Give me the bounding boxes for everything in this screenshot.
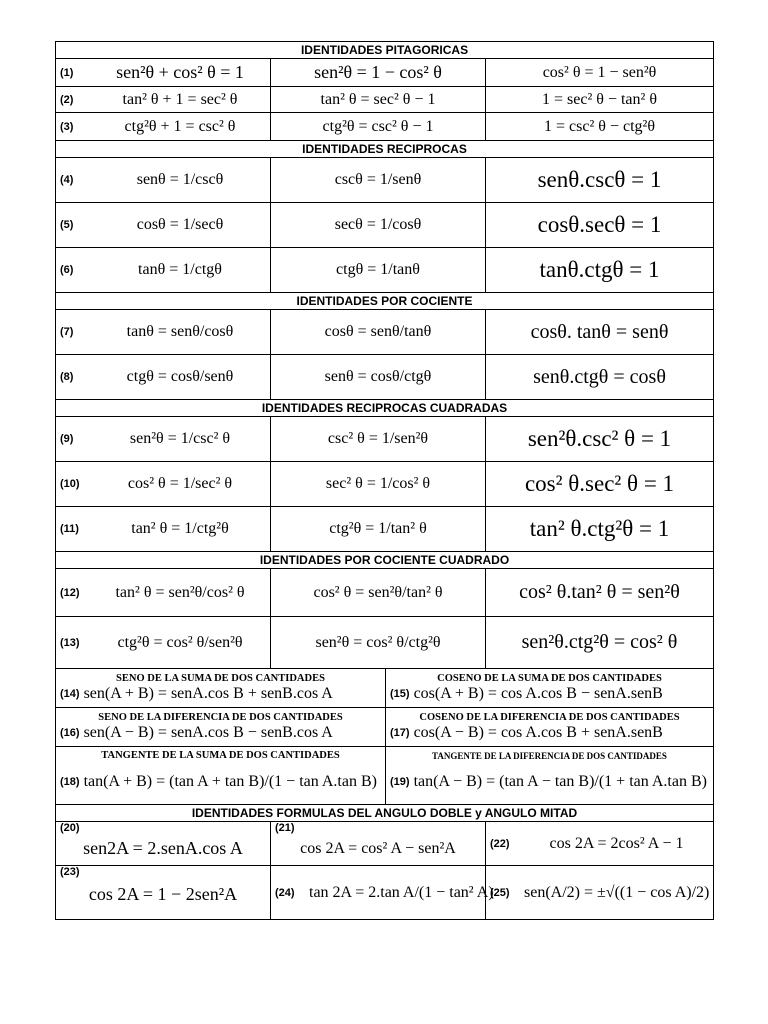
identity-number: (12) <box>60 586 80 599</box>
identity-number: (17) <box>390 727 410 739</box>
identity-cell <box>271 248 486 293</box>
identity-cell <box>56 158 271 203</box>
identity-number: (10) <box>60 478 80 490</box>
identity-formula: tanθ.ctgθ = 1 <box>539 257 660 282</box>
identity-formula: sen2A = 2.senA.cos A <box>83 838 243 858</box>
identity-number: (21) <box>275 822 295 834</box>
identity-number: (15) <box>390 688 410 700</box>
identity-cell <box>56 248 271 293</box>
sum-title: SENO DE LA SUMA DE DOS CANTIDADES <box>116 673 325 684</box>
identity-formula: ctg²θ = 1/tan² θ <box>329 520 427 537</box>
identity-cell <box>271 569 486 617</box>
identity-formula: sen²θ.ctg²θ = cos² θ <box>521 631 678 653</box>
identity-formula: cos 2A = 1 − 2sen²A <box>88 884 238 904</box>
identity-cell <box>486 507 714 552</box>
identity-cell <box>271 866 494 920</box>
identity-formula: cos(A − B) = cos A.cos B + senA.senB <box>413 724 663 741</box>
identity-formula: tan² θ = 1/ctg²θ <box>131 520 229 537</box>
identity-formula: sen²θ = 1 − cos² θ <box>314 62 442 82</box>
sum-difference-table <box>55 668 714 805</box>
identity-number: (7) <box>60 326 74 338</box>
identity-number: (3) <box>60 120 74 133</box>
identity-formula: cos² θ.tan² θ = sen²θ <box>519 581 680 603</box>
identity-cell <box>486 248 714 293</box>
section-header-pitagoricas: IDENTIDADES PITAGORICAS <box>56 42 714 59</box>
identity-formula: sen²θ + cos² θ = 1 <box>116 62 244 82</box>
identity-formula: ctgθ = 1/tanθ <box>336 261 420 278</box>
identity-cell <box>271 310 486 355</box>
identity-cell <box>486 59 714 87</box>
sum-title: SENO DE LA DIFERENCIA DE DOS CANTIDADES <box>98 712 343 723</box>
identity-cell <box>486 866 714 920</box>
identity-cell <box>56 113 271 141</box>
sum-cell <box>56 747 386 805</box>
identity-formula: cosθ = senθ/tanθ <box>324 323 432 340</box>
identity-number: (9) <box>60 433 74 445</box>
identity-cell <box>56 569 271 617</box>
identity-number: (2) <box>60 93 74 106</box>
section-header-cociente-cuadrado: IDENTIDADES POR COCIENTE CUADRADO <box>56 552 714 569</box>
sum-title: TANGENTE DE LA DIFERENCIA DE DOS CANTIDADES <box>432 750 667 761</box>
identity-cell <box>271 822 486 866</box>
identity-formula: cos 2A = 2cos² A − 1 <box>549 834 684 852</box>
identity-formula: ctg²θ = cos² θ/sen²θ <box>117 633 243 651</box>
sum-cell <box>56 669 386 708</box>
sum-title: TANGENTE DE LA SUMA DE DOS CANTIDADES <box>101 749 340 761</box>
identity-number: (23) <box>60 866 80 878</box>
identity-cell <box>271 462 486 507</box>
identity-cell <box>56 507 271 552</box>
identity-number: (1) <box>60 66 74 79</box>
identity-cell <box>486 569 714 617</box>
identity-cell <box>271 158 486 203</box>
identity-number: (6) <box>60 264 74 276</box>
identity-number: (4) <box>60 174 74 186</box>
identities-sheet <box>55 41 713 920</box>
identity-cell <box>56 203 271 248</box>
identity-number: (20) <box>60 822 80 834</box>
identity-number: (22) <box>490 837 510 850</box>
identity-cell <box>486 462 714 507</box>
identity-formula: cos² θ = 1/sec² θ <box>127 475 233 492</box>
identity-cell <box>486 822 714 866</box>
identity-number: (13) <box>60 636 80 649</box>
double-angle-table <box>55 804 714 920</box>
sum-cell <box>386 747 714 805</box>
sum-cell <box>56 708 386 747</box>
identity-number: (8) <box>60 371 74 383</box>
identity-formula: cosθ.secθ = 1 <box>537 212 662 237</box>
identity-formula: sen(A + B) = senA.cos B + senB.cos A <box>83 685 333 702</box>
identity-number: (18) <box>60 775 80 788</box>
sum-cell <box>386 669 714 708</box>
identity-number: (5) <box>60 219 74 231</box>
identity-cell <box>486 310 714 355</box>
identity-formula: cscθ = 1/senθ <box>334 171 422 188</box>
identity-formula: tan² θ.ctg²θ = 1 <box>529 516 670 541</box>
identity-number: (11) <box>60 523 79 535</box>
section-header-cociente: IDENTIDADES POR COCIENTE <box>56 293 714 310</box>
identity-cell <box>271 59 486 87</box>
sum-cell <box>386 708 714 747</box>
identity-cell <box>271 617 486 669</box>
identity-formula: senθ = cosθ/ctgθ <box>324 368 432 385</box>
identity-formula: sen²θ = cos² θ/ctg²θ <box>315 633 441 651</box>
identity-formula: cos² θ = sen²θ/tan² θ <box>313 583 443 601</box>
sum-title: COSENO DE LA DIFERENCIA DE DOS CANTIDADES <box>419 712 680 723</box>
identity-formula: senθ.cscθ = 1 <box>537 167 662 192</box>
identity-cell <box>56 822 271 866</box>
identity-formula: cosθ. tanθ = senθ <box>530 320 669 343</box>
identity-formula: cos² θ = 1 − sen²θ <box>542 63 657 81</box>
identity-cell <box>486 417 714 462</box>
section-header-reciprocas-cuadradas: IDENTIDADES RECIPROCAS CUADRADAS <box>56 400 714 417</box>
identity-formula: cosθ = 1/secθ <box>136 216 224 233</box>
identity-formula: sen²θ = 1/csc² θ <box>129 430 231 447</box>
identity-cell <box>486 87 714 113</box>
identity-formula: sen(A/2) = ±√((1 − cos A)/2) <box>524 883 710 901</box>
identity-formula: tan² θ = sen²θ/cos² θ <box>115 583 245 601</box>
identity-cell <box>56 866 271 920</box>
identity-formula: cos 2A = cos² A − sen²A <box>300 840 456 857</box>
identity-formula: cos(A + B) = cos A.cos B − senA.senB <box>413 685 663 702</box>
identity-formula: tan 2A = 2.tan A/(1 − tan² A) <box>309 883 494 901</box>
identity-formula: 1 = sec² θ − tan² θ <box>542 90 657 108</box>
identity-cell <box>486 617 714 669</box>
identity-cell <box>486 355 714 400</box>
identity-formula: csc² θ = 1/sen²θ <box>327 430 429 447</box>
identity-cell <box>56 355 271 400</box>
identity-formula: secθ = 1/cosθ <box>334 216 422 233</box>
identity-number: (19) <box>390 775 410 788</box>
identity-formula: tan² θ + 1 = sec² θ <box>122 90 238 108</box>
identity-formula: 1 = csc² θ − ctg²θ <box>544 117 655 135</box>
identity-cell <box>486 113 714 141</box>
identity-cell <box>271 87 486 113</box>
section-header-angulo: IDENTIDADES FORMULAS DEL ANGULO DOBLE y ANGULO MITAD <box>56 805 714 822</box>
identity-formula: tanθ = 1/ctgθ <box>138 261 222 278</box>
identity-formula: senθ = 1/cscθ <box>136 171 224 188</box>
identity-number: (24) <box>275 886 295 899</box>
identity-formula: senθ.ctgθ = cosθ <box>533 365 666 388</box>
identity-cell <box>56 417 271 462</box>
identity-cell <box>56 87 271 113</box>
identity-formula: ctgθ = cosθ/senθ <box>126 368 234 385</box>
identity-formula: sec² θ = 1/cos² θ <box>325 475 431 492</box>
identity-number: (14) <box>60 688 80 700</box>
identities-table <box>55 41 714 669</box>
identity-formula: ctg²θ = csc² θ − 1 <box>322 117 434 135</box>
identity-cell <box>486 158 714 203</box>
identity-formula: ctg²θ + 1 = csc² θ <box>124 117 236 135</box>
identity-cell <box>56 462 271 507</box>
identity-number: (25) <box>490 886 510 899</box>
identity-cell <box>271 203 486 248</box>
identity-formula: sen(A − B) = senA.cos B − senB.cos A <box>83 724 333 741</box>
identity-cell <box>271 113 486 141</box>
identity-cell <box>56 310 271 355</box>
identity-cell <box>271 507 486 552</box>
identity-formula: tan² θ = sec² θ − 1 <box>320 90 436 108</box>
identity-formula: cos² θ.sec² θ = 1 <box>524 471 675 496</box>
identity-formula: tan(A − B) = (tan A − tan B)/(1 + tan A.tan B) <box>413 772 707 790</box>
identity-cell <box>271 417 486 462</box>
section-header-reciprocas: IDENTIDADES RECIPROCAS <box>56 141 714 158</box>
identity-cell <box>486 203 714 248</box>
identity-number: (16) <box>60 727 80 739</box>
identity-cell <box>56 59 271 87</box>
identity-cell <box>56 617 271 669</box>
identity-formula: sen²θ.csc² θ = 1 <box>527 426 672 451</box>
identity-formula: tanθ = senθ/cosθ <box>126 323 234 340</box>
sum-title: COSENO DE LA SUMA DE DOS CANTIDADES <box>437 673 662 684</box>
identity-cell <box>271 355 486 400</box>
identity-formula: tan(A + B) = (tan A + tan B)/(1 − tan A.tan B) <box>83 772 377 790</box>
